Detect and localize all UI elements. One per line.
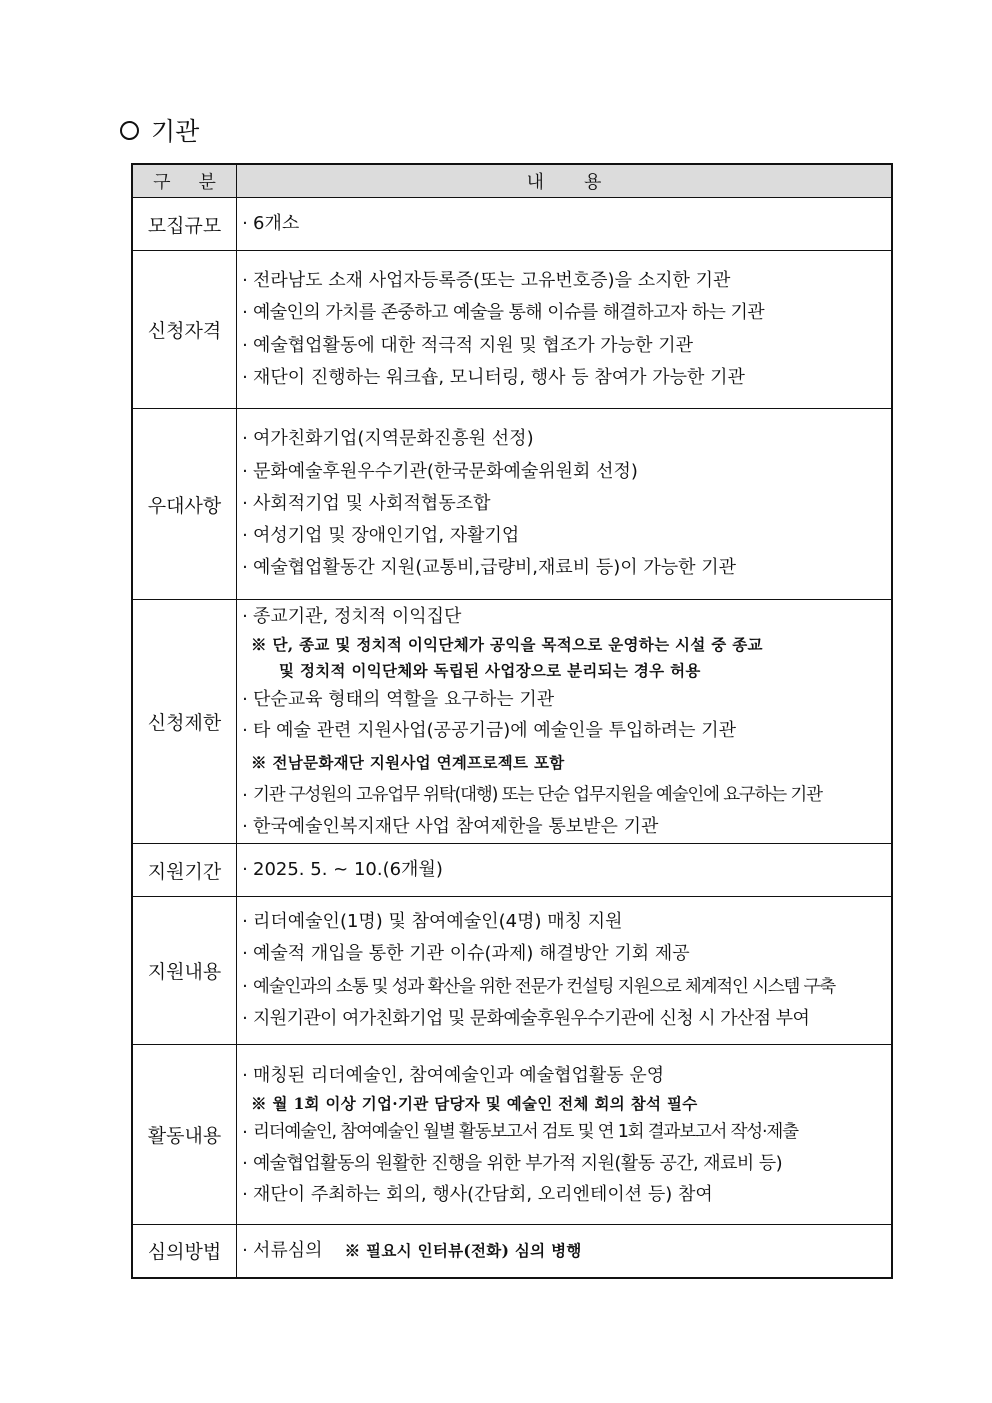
bullet-dot: · (242, 1152, 248, 1174)
list-item: · 문화예술후원우수기관(한국문화예술위원회 선정) (237, 456, 891, 488)
table-row (132, 897, 892, 1045)
list-item: · 타 예술 관련 지원사업(공공기금)에 예술인을 투입하려는 기관 (237, 715, 891, 746)
bullet-dot: · (242, 428, 248, 450)
table-row (132, 251, 892, 409)
list-item: · 재단이 주최하는 회의, 행사(간담회, 오리엔테이션 등) 참여 (237, 1179, 891, 1210)
list-item: · 매칭된 리더예술인, 참여예술인과 예술협업활동 운영 (237, 1060, 891, 1091)
list-item: · 지원기관이 여가친화기업 및 문화예술후원우수기관에 신청 시 가산점 부여 (237, 1003, 891, 1035)
bullet-dot: · (242, 785, 248, 806)
bullet-dot: · (242, 816, 248, 837)
bullet-dot: · (242, 525, 248, 547)
row-label: 활동내용 (132, 1045, 237, 1225)
list-item: · 예술협업활동의 원활한 진행을 위한 부가적 지원(활동 공간, 재료비 등) (237, 1148, 891, 1179)
list-item: · 한국예술인복지재단 사업 참여제한을 통보받은 기관 (237, 811, 891, 842)
bullet-dot: · (242, 975, 248, 997)
header-category: 구분 (132, 164, 237, 198)
bullet-dot: · (242, 1007, 248, 1029)
row-content (237, 600, 893, 844)
bullet-dot: · (242, 1183, 248, 1205)
list-item: · 6개소 (237, 208, 891, 240)
list-item: · 리더예술인(1명) 및 참여예술인(4명) 매칭 지원 (237, 906, 891, 938)
row-label: 모집규모 (132, 198, 237, 251)
bullet-dot: · (242, 334, 248, 356)
row-content (237, 1225, 893, 1278)
list-item: · 서류심의 ※ 필요시 인터뷰(전화) 심의 병행 (237, 1235, 891, 1267)
bullet-dot: · (242, 910, 248, 932)
list-item: · 종교기관, 정치적 이익집단 (237, 601, 891, 632)
list-item: · 2025. 5. ~ 10.(6개월) (237, 854, 891, 886)
list-item: · 단순교육 형태의 역할을 요구하는 기관 (237, 684, 891, 715)
table-row (132, 844, 892, 897)
note-text: ※ 단, 종교 및 정치적 이익단체가 공익을 목적으로 운영하는 시설 중 종교 (251, 635, 763, 654)
row-label: 우대사항 (132, 409, 237, 600)
bullet-dot: · (242, 492, 248, 514)
bullet-dot: · (242, 460, 248, 482)
row-content (237, 897, 893, 1045)
list-item: · 예술협업활동간 지원(교통비,급량비,재료비 등)이 가능한 기관 (237, 552, 891, 584)
table-row (132, 600, 892, 844)
list-item: · 기관 구성원의 고유업무 위탁(대행) 또는 단순 업무지원을 예술인에 요구하는 기관 (237, 780, 891, 811)
table-row (132, 198, 892, 251)
table-row (132, 1225, 892, 1278)
note-text: ※ 월 1회 이상 기업·기관 담당자 및 예술인 전체 회의 참석 필수 (251, 1093, 698, 1113)
row-label: 신청제한 (132, 600, 237, 844)
row-label: 지원기간 (132, 844, 237, 897)
list-item: · 예술인과의 소통 및 성과 확산을 위한 전문가 컨설팅 지원으로 체계적인 시스템 구축 (237, 971, 891, 1003)
bullet-dot: · (242, 269, 248, 291)
bullet-dot: · (242, 1064, 248, 1086)
row-label: 심의방법 (132, 1225, 237, 1278)
eligibility-table (131, 163, 893, 1279)
list-item: · 여가친화기업(지역문화진흥원 선정) (237, 423, 891, 455)
row-content (237, 251, 893, 409)
row-content (237, 409, 893, 600)
table-row (132, 1045, 892, 1225)
table-header-row (132, 164, 892, 198)
list-item: · 사회적기업 및 사회적협동조합 (237, 488, 891, 520)
note-text: ※ 전남문화재단 지원사업 연계프로젝트 포함 (251, 753, 565, 772)
bullet-dot: · (242, 557, 248, 579)
circle-bullet-icon (120, 121, 139, 140)
list-item: · 리더예술인, 참여예술인 월별 활동보고서 검토 및 연 1회 결과보고서 작성·제출 (237, 1117, 891, 1148)
list-item: · 여성기업 및 장애인기업, 자활기업 (237, 520, 891, 552)
bullet-dot: · (242, 1121, 248, 1143)
header-content: 내용 (237, 164, 893, 198)
bullet-dot: · (242, 302, 248, 324)
list-item: · 재단이 진행하는 워크숍, 모니터링, 행사 등 참여가 가능한 기관 (237, 362, 891, 394)
list-item: · 예술적 개입을 통한 기관 이슈(과제) 해결방안 기회 제공 (237, 938, 891, 970)
list-item: · 예술협업활동에 대한 적극적 지원 및 협조가 가능한 기관 (237, 330, 891, 362)
row-content (237, 844, 893, 897)
section-heading-text: 기관 (151, 117, 200, 146)
row-label: 지원내용 (132, 897, 237, 1045)
bullet-dot: · (242, 1239, 248, 1261)
row-content (237, 1045, 893, 1225)
note-text: ※ 필요시 인터뷰(전화) 심의 병행 (344, 1240, 582, 1260)
bullet-dot: · (242, 720, 248, 741)
note-text: 및 정치적 이익단체와 독립된 사업장으로 분리되는 경우 허용 (279, 661, 701, 680)
bullet-dot: · (242, 689, 248, 710)
bullet-dot: · (242, 943, 248, 965)
row-label: 신청자격 (132, 251, 237, 409)
bullet-dot: · (242, 212, 248, 234)
section-heading (120, 112, 199, 148)
bullet-dot: · (242, 606, 248, 627)
bullet-dot: · (242, 858, 248, 880)
bullet-dot: · (242, 366, 248, 388)
row-content (237, 198, 893, 251)
table-row (132, 409, 892, 600)
list-item: · 예술인의 가치를 존중하고 예술을 통해 이슈를 해결하고자 하는 기관 (237, 297, 891, 329)
list-item: · 전라남도 소재 사업자등록증(또는 고유번호증)을 소지한 기관 (237, 265, 891, 297)
